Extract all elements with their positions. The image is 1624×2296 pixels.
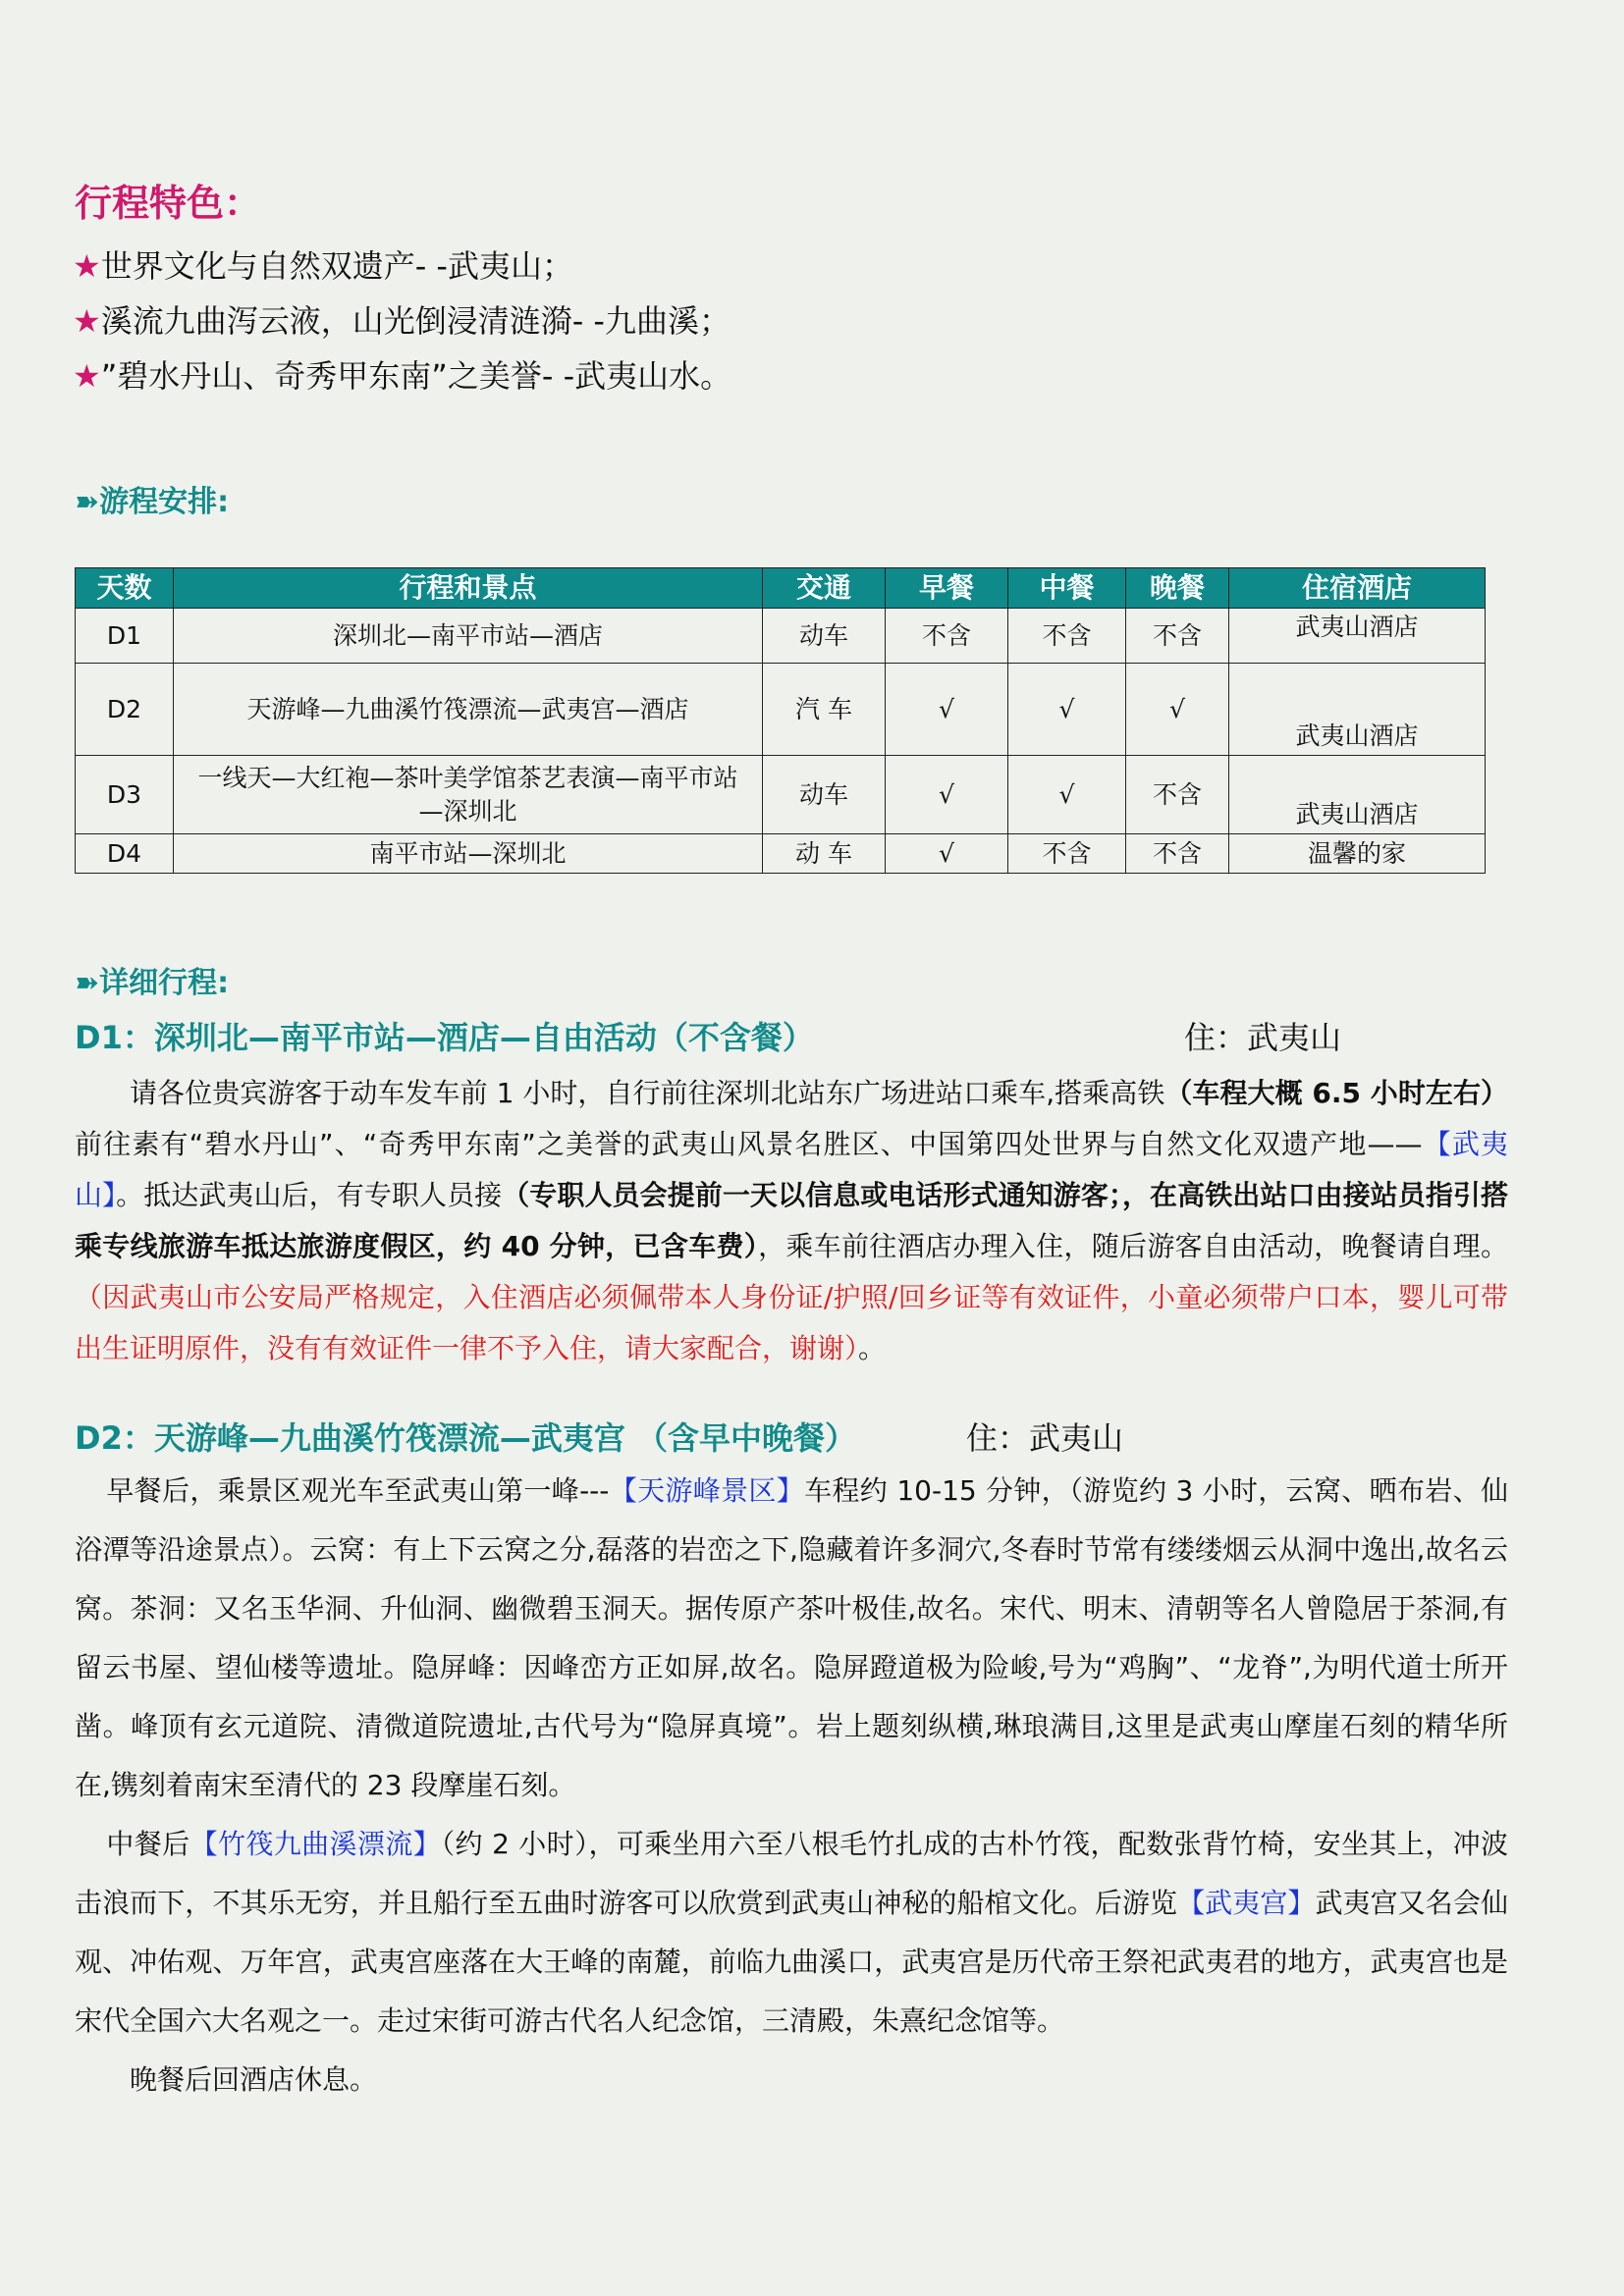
- table-row: [76, 756, 1486, 834]
- cell-route: 南平市站—深圳北: [174, 834, 763, 874]
- cell-lunch: √: [1008, 756, 1126, 834]
- cell-route: 深圳北—南平市站—酒店: [174, 609, 763, 664]
- cell-breakfast: √: [886, 756, 1008, 834]
- cell-day: D1: [76, 609, 174, 664]
- cell-route: 一线天—大红袍—茶叶美学馆茶艺表演—南平市站—深圳北: [174, 756, 763, 834]
- feature-item: ★溪流九曲泻云液，山光倒浸清涟漪- -九曲溪；: [73, 302, 731, 340]
- cell-lunch: 不含: [1008, 834, 1126, 874]
- table-header-row: [76, 568, 1486, 609]
- bamboo-rafting-link: 【竹筏九曲溪漂流】: [189, 1828, 442, 1860]
- cell-hotel: 武夷山酒店: [1229, 756, 1486, 834]
- cell-dinner: 不含: [1126, 834, 1229, 874]
- cell-day: D2: [76, 664, 174, 756]
- cell-breakfast: 不含: [886, 609, 1008, 664]
- d1-title: D1：深圳北—南平市站—酒店—自由活动（不含餐）: [75, 1019, 814, 1056]
- header-lunch: 中餐: [1008, 568, 1126, 609]
- d2-stay: 住：武夷山: [966, 1419, 1124, 1457]
- cell-breakfast: √: [886, 664, 1008, 756]
- d1-paragraph: 请各位贵宾游客于动车发车前 1 小时，自行前往深圳北站东广场进站口乘车,搭乘高铁（车程大概 6.5 小时左右）前往素有“碧水丹山”、“奇秀甲东南”之美誉的武夷山风景名胜区、中国第四处世界与自然文化双遗产地——【武夷山】。抵达武夷山后，有专职人员接（专职人员会提前一天以信息或电话形式通知游客；，在高铁出站口由接站员指引搭乘专线旅游车抵达旅游度假区，约 40 分钟，已含车费），乘车前往酒店办理入住，随后游客自由活动，晚餐请自理。（因武夷山市公安局严格规定，入住酒店必须佩带本人身份证/护照/回乡证等有效证件，小童必须带户口本，婴儿可带出生证明原件，没有有效证件一律不予入住，请大家配合，谢谢）。: [75, 1077, 1508, 1364]
- table-row: [76, 609, 1486, 664]
- detail-section-title: ➽详细行程:: [75, 966, 230, 1000]
- cell-hotel: 武夷山酒店: [1229, 664, 1486, 756]
- itinerary-section-title: ➽游程安排:: [75, 485, 230, 519]
- cell-transport: 动 车: [763, 834, 886, 874]
- header-transport: 交通: [763, 568, 886, 609]
- cell-dinner: √: [1126, 664, 1229, 756]
- tianyoufeng-link: 【天游峰景区】: [609, 1474, 805, 1507]
- table-row: [76, 664, 1486, 756]
- cell-day: D4: [76, 834, 174, 874]
- schedule-table: [75, 567, 1486, 874]
- id-notice: （因武夷山市公安局严格规定，入住酒店必须佩带本人身份证/护照/回乡证等有效证件，小童必须带户口本，婴儿可带出生证明原件，没有有效证件一律不予入住，请大家配合，谢谢）: [75, 1281, 1508, 1364]
- header-hotel: 住宿酒店: [1229, 568, 1486, 609]
- wuyigong-link: 【武夷宫】: [1177, 1887, 1316, 1919]
- d1-stay: 住：武夷山: [1184, 1019, 1342, 1056]
- cell-hotel: 温馨的家: [1229, 834, 1486, 874]
- cell-transport: 汽 车: [763, 664, 886, 756]
- feature-item: ★”碧水丹山、奇秀甲东南”之美誉- -武夷山水。: [73, 357, 732, 395]
- cell-breakfast: √: [886, 834, 1008, 874]
- cell-day: D3: [76, 756, 174, 834]
- d2-paragraph: 早餐后，乘景区观光车至武夷山第一峰---【天游峰景区】车程约 10-15 分钟，（游览约 3 小时，云窝、晒布岩、仙浴潭等沿途景点）。云窝：有上下云窝之分,磊落的岩峦之下,隐藏着许多洞穴,冬春时节常有缕缕烟云从洞中逸出,故名云窝。茶洞：又名玉华洞、升仙洞、幽微碧玉洞天。据传原产茶叶极佳,故名。宋代、明末、清朝等名人曾隐居于茶洞,有留云书屋、望仙楼等遗址。隐屏峰：因峰峦方正如屏,故名。隐屏蹬道极为险峻,号为“鸡胸”、“龙脊”,为明代道士所开凿。峰顶有玄元道院、清微道院遗址,古代号为“隐屏真境”。岩上题刻纵横,琳琅满目,这里是武夷山摩崖石刻的精华所在,镌刻着南宋至清代的 23 段摩崖石刻。 中餐后【竹筏九曲溪漂流】（约 2 小时），可乘坐用六至八根毛竹扎成的古朴竹筏，配数张背竹椅，安坐其上，冲波击浪而下，不其乐无穷，并且船行至五曲时游客可以欣赏到武夷山神秘的船棺文化。后游览【武夷宫】武夷宫又名会仙观、冲佑观、万年宫，武夷宫座落在大王峰的南麓，前临九曲溪口，武夷宫是历代帝王祭祀武夷君的地方，武夷宫也是宋代全国六大名观之一。走过宋街可游古代名人纪念馆，三清殿，朱熹纪念馆等。 晚餐后回酒店休息。: [75, 1474, 1508, 2096]
- cell-lunch: 不含: [1008, 609, 1126, 664]
- features-title: 行程特色：: [75, 182, 262, 225]
- header-day: 天数: [76, 568, 174, 609]
- feature-item: ★世界文化与自然双遗产- -武夷山；: [73, 247, 573, 285]
- cell-transport: 动车: [763, 756, 886, 834]
- star-icon: ★: [73, 357, 101, 395]
- star-icon: ★: [73, 247, 101, 285]
- header-route: 行程和景点: [174, 568, 763, 609]
- cell-lunch: √: [1008, 664, 1126, 756]
- cell-route: 天游峰—九曲溪竹筏漂流—武夷宫—酒店: [174, 664, 763, 756]
- header-dinner: 晚餐: [1126, 568, 1229, 609]
- d2-title: D2：天游峰—九曲溪竹筏漂流—武夷宫 （含早中晚餐）: [75, 1419, 856, 1457]
- header-breakfast: 早餐: [886, 568, 1008, 609]
- wuyishan-link: 【武夷山】: [75, 1128, 1508, 1211]
- cell-dinner: 不含: [1126, 609, 1229, 664]
- cell-dinner: 不含: [1126, 756, 1229, 834]
- star-icon: ★: [73, 302, 101, 340]
- table-row: [76, 834, 1486, 874]
- cell-transport: 动车: [763, 609, 886, 664]
- cell-hotel: 武夷山酒店: [1229, 609, 1486, 664]
